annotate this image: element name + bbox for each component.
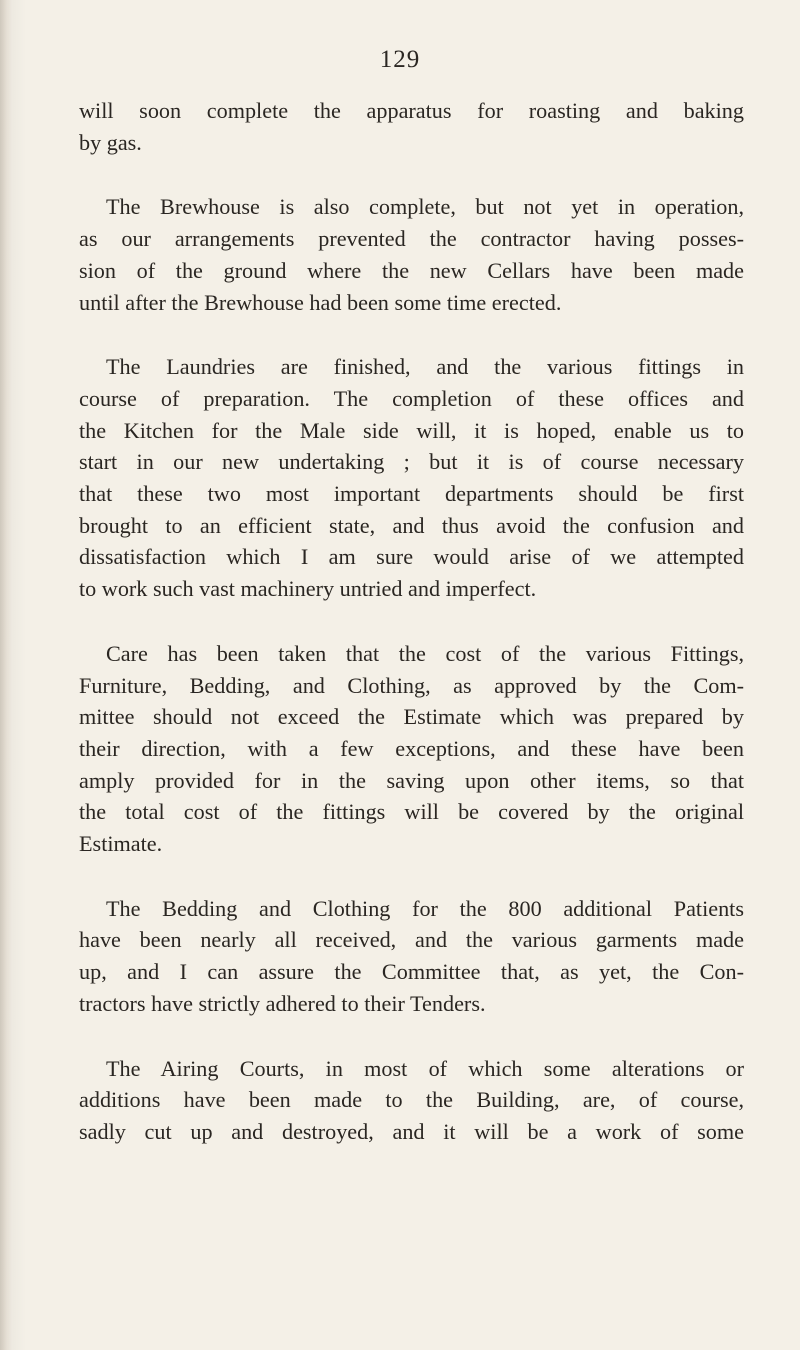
paragraph-6 xyxy=(79,1053,744,1148)
text-line: amply provided for in the saving upon other items, so that xyxy=(79,767,744,793)
text-line: by gas. xyxy=(79,129,142,155)
text-line: until after the Brewhouse had been some time erected. xyxy=(79,289,562,315)
body-text xyxy=(79,95,744,1181)
text-line: course of preparation. The completion of these offices and xyxy=(79,385,744,411)
text-line: that these two most important departments should be first xyxy=(79,481,744,507)
text-line: have been nearly all received, and the various garments made xyxy=(79,927,744,953)
text-line: up, and I can assure the Committee that, as yet, the Con- xyxy=(79,959,744,985)
text-line: additions have been made to the Building, are, of course, xyxy=(79,1087,744,1113)
text-line: as our arrangements prevented the contractor having posses- xyxy=(79,226,744,252)
page-number: 129 xyxy=(379,46,421,73)
text-line: start in our new undertaking ; but it is of course necessary xyxy=(79,449,744,475)
text-line: Furniture, Bedding, and Clothing, as approved by the Com- xyxy=(79,672,744,698)
binding-edge xyxy=(0,0,12,1350)
paragraph-2 xyxy=(79,191,744,318)
paragraph-3 xyxy=(79,351,744,605)
text-line: tractors have strictly adhered to their Tenders. xyxy=(79,990,486,1016)
text-line: brought to an efficient state, and thus avoid the confusion and xyxy=(79,512,744,538)
text-line: to work such vast machinery untried and imperfect. xyxy=(79,576,537,602)
text-line: the total cost of the fittings will be covered by the original xyxy=(79,799,744,825)
text-line: The Brewhouse is also complete, but not yet in operation, xyxy=(106,194,744,220)
text-line: Estimate. xyxy=(79,831,163,857)
text-line: The Bedding and Clothing for the 800 additional Patients xyxy=(106,895,744,921)
text-line: sion of the ground where the new Cellars have been made xyxy=(79,257,744,283)
text-line: the Kitchen for the Male side will, it is hoped, enable us to xyxy=(79,417,744,443)
text-line: The Laundries are finished, and the various fittings in xyxy=(106,354,744,380)
text-line: dissatisfaction which I am sure would arise of we attempted xyxy=(79,544,744,570)
paragraph-4 xyxy=(79,638,744,860)
text-line: The Airing Courts, in most of which some alterations or xyxy=(106,1055,744,1081)
text-line: their direction, with a few exceptions, and these have been xyxy=(79,735,744,761)
text-line: Care has been taken that the cost of the various Fittings, xyxy=(106,640,744,666)
text-line: will soon complete the apparatus for roasting and baking xyxy=(79,98,744,123)
text-line: mittee should not exceed the Estimate which was prepared by xyxy=(79,704,744,730)
paragraph-1 xyxy=(79,95,744,158)
text-line: sadly cut up and destroyed, and it will be a work of some xyxy=(79,1118,744,1144)
paragraph-5 xyxy=(79,893,744,1020)
